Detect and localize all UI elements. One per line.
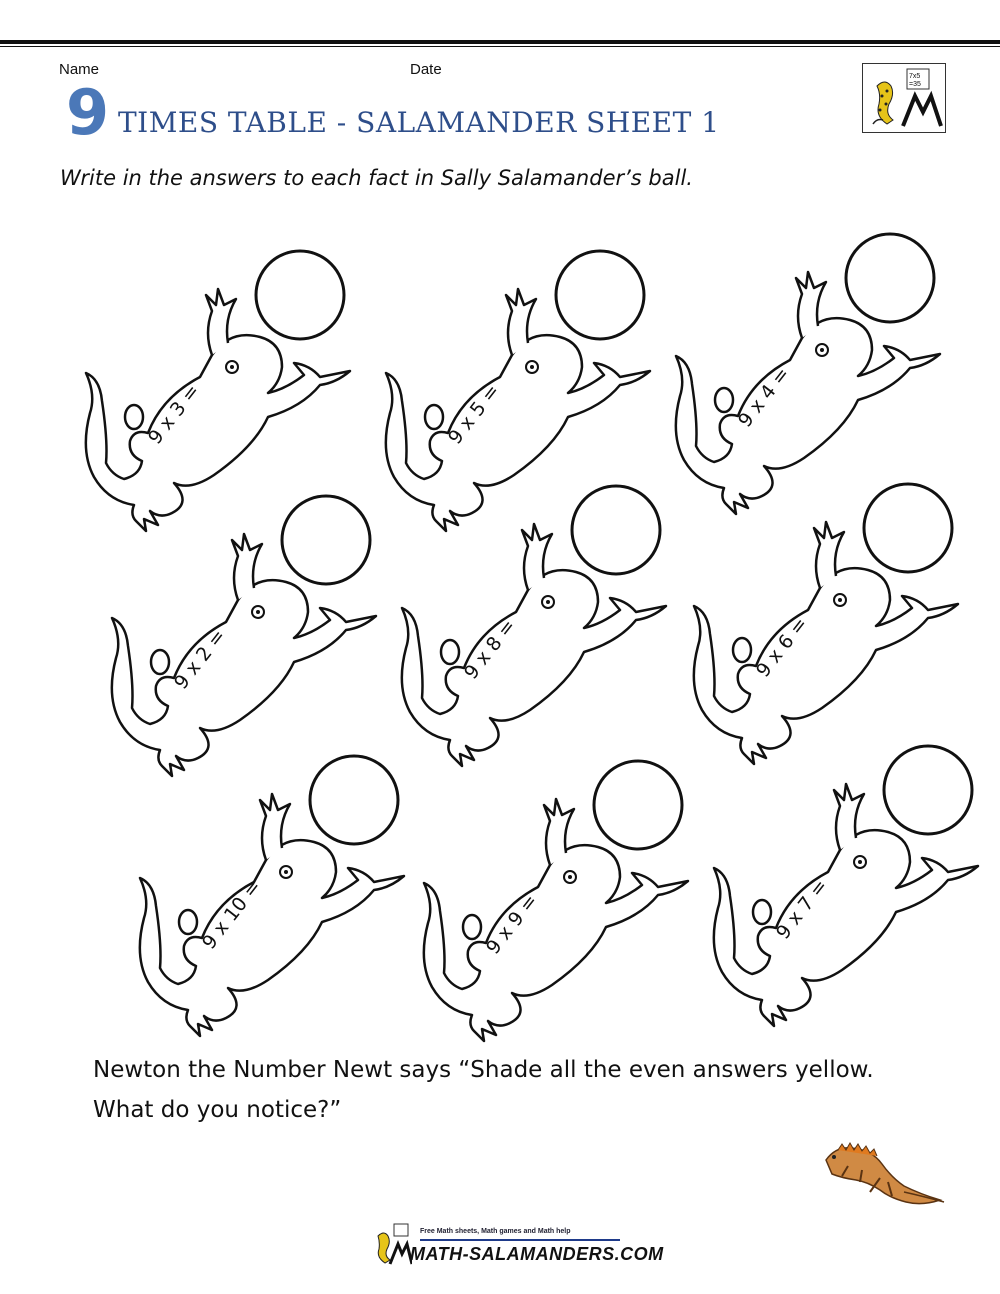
salamander-problem xyxy=(378,470,698,770)
math-salamanders-logo xyxy=(862,63,946,133)
answer-ball[interactable] xyxy=(256,251,344,339)
multiplication-fact: 9 x 9 = xyxy=(482,890,543,959)
newton-line-2: What do you notice?” xyxy=(93,1097,342,1123)
top-rule xyxy=(0,40,1000,44)
instructions: Write in the answers to each fact in Sally Salamander’s ball. xyxy=(60,166,693,190)
answer-ball[interactable] xyxy=(594,761,682,849)
answer-ball[interactable] xyxy=(310,756,398,844)
date-label: Date xyxy=(410,61,442,78)
salamander-outline xyxy=(400,745,720,1045)
answer-ball[interactable] xyxy=(864,484,952,572)
salamander-problem xyxy=(690,730,1000,1030)
footer-underline xyxy=(420,1239,620,1241)
footer-tagline: Free Math sheets, Math games and Math help xyxy=(420,1228,571,1235)
multiplication-fact: 9 x 6 = xyxy=(752,613,813,682)
answer-ball[interactable] xyxy=(884,746,972,834)
salamander-problem xyxy=(116,740,436,1040)
page-title: TIMES TABLE - SALAMANDER SHEET 1 xyxy=(118,106,720,139)
logo-line1: 7x5 xyxy=(909,73,921,80)
footer-logo-icon xyxy=(372,1222,412,1266)
table-number: 9 xyxy=(66,76,110,149)
salamander-outline xyxy=(690,730,1000,1030)
salamander-problem xyxy=(400,745,720,1045)
multiplication-fact: 9 x 3 = xyxy=(144,380,205,449)
salamander-outline xyxy=(670,468,990,768)
answer-ball[interactable] xyxy=(556,251,644,339)
answer-ball[interactable] xyxy=(282,496,370,584)
multiplication-fact: 9 x 2 = xyxy=(170,625,231,694)
salamander-problem xyxy=(670,468,990,768)
multiplication-fact: 9 x 8 = xyxy=(460,615,521,684)
salamander-outline xyxy=(88,480,408,780)
salamander-problem xyxy=(88,480,408,780)
multiplication-fact: 9 x 5 = xyxy=(444,380,505,449)
newton-line-1: Newton the Number Newt says “Shade all the even answers yellow. xyxy=(93,1057,874,1083)
newton-newt-illustration xyxy=(818,1130,948,1215)
answer-ball[interactable] xyxy=(572,486,660,574)
logo-line2: =35 xyxy=(909,81,921,88)
newton-prompt xyxy=(93,1050,953,1130)
top-rule-thin xyxy=(0,46,1000,47)
footer-branding xyxy=(372,1222,664,1268)
salamander-outline xyxy=(116,740,436,1040)
answer-ball[interactable] xyxy=(846,234,934,322)
multiplication-fact: 9 x 4 = xyxy=(734,363,795,432)
salamander-outline xyxy=(378,470,698,770)
footer-site-link[interactable]: MATH-SALAMANDERS.COM xyxy=(410,1244,664,1264)
multiplication-fact: 9 x 7 = xyxy=(772,875,833,944)
name-label: Name xyxy=(59,61,100,78)
multiplication-fact: 9 x 10 = xyxy=(198,875,266,954)
